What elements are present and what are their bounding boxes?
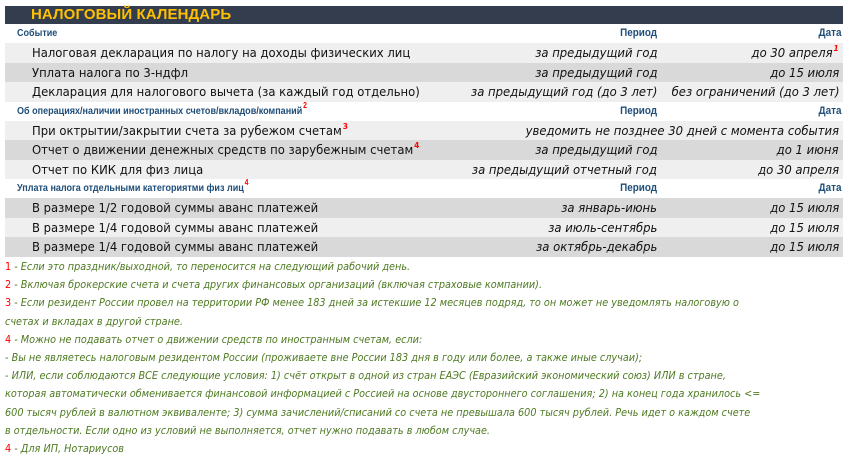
footnote-number: 1	[5, 260, 12, 273]
footnote-line	[5, 422, 744, 440]
footnote-number: 4	[5, 442, 12, 456]
footnote-marker: 3	[342, 121, 348, 131]
table-row	[5, 140, 843, 160]
event-cell	[32, 142, 419, 157]
footnote-text: - Если это праздник/выходной, то переносится на следующий рабочий день.	[11, 260, 411, 273]
column-header-date: Дата	[818, 27, 841, 39]
page-title: НАЛОГОВЫЙ КАЛЕНДАРЬ	[31, 6, 232, 23]
footnote-text: которая автоматически обменивается финансовой информацией с Россией на основе двустороннего соглашения; 2) на конец года хранилось <=	[5, 387, 761, 401]
date-cell: до 30 апреля	[757, 161, 839, 177]
date-text: до 30 апреля	[751, 45, 833, 60]
date-cell: до 15 июля	[769, 200, 839, 215]
column-header-event	[17, 100, 307, 117]
table-row	[5, 237, 843, 257]
footnote-line	[5, 331, 744, 349]
period-cell: за предыдущий год	[534, 45, 657, 60]
section-header-foreign-accounts	[5, 102, 843, 121]
date-cell: до 15 июля	[769, 239, 839, 254]
column-header-period: Период	[620, 27, 657, 39]
footnote-line	[5, 404, 751, 422]
section-header-special-categories	[5, 179, 843, 198]
column-header-date: Дата	[818, 104, 841, 117]
footnote-text: 600 тысяч рублей в валютном эквиваленте; 3) сумма зачислений/списаний со счета не превышала 600 тысяч рублей. Речь идет о каждом счете	[5, 405, 751, 419]
column-header-period: Период	[620, 104, 657, 117]
footnote-text: - Если резидент России провел на территории РФ менее 183 дней за истекшие 12 месяцев подряд, то он может не уведомлять налоговую о	[11, 296, 739, 310]
period-cell: за июль-сентябрь	[547, 219, 657, 235]
event-text: Отчет о движении денежных средств по зарубежным счетам	[32, 142, 414, 157]
footnote-number: 3	[5, 296, 12, 310]
date-cell: до 1 июня	[777, 142, 839, 157]
table-row	[5, 121, 843, 141]
event-cell: Декларация для налогового вычета (за каждый год отдельно)	[32, 84, 420, 99]
footnote-text: - Включая брокерские счета и счета других финансовых организаций (включая страховые компании).	[11, 278, 543, 292]
footnote-line	[5, 349, 744, 367]
title-bar	[5, 6, 843, 24]
footnote-marker: 2	[303, 100, 307, 110]
period-cell: за предыдущий отчетный год	[472, 161, 657, 177]
footnote-text: - Вы не являетесь налоговым резидентом России (проживаете вне России 183 дня в году или более, а также иные случаи);	[5, 351, 643, 365]
period-cell: за январь-июнь	[561, 200, 657, 215]
footnote-line	[5, 313, 744, 331]
footnote-marker: 1	[833, 44, 839, 53]
section-title: Об операциях/наличии иностранных счетов/вкладов/компаний	[17, 104, 303, 117]
column-header-event: Событие	[17, 27, 58, 39]
column-header-period: Период	[620, 182, 657, 194]
column-header-event	[17, 178, 249, 194]
footnote-marker: 4	[414, 141, 420, 150]
footnote-text: - Для ИП, Нотариусов	[11, 442, 125, 456]
period-cell: за предыдущий год (до 3 лет)	[470, 84, 657, 99]
footnote-line	[5, 367, 744, 385]
section-title: Уплата налога отдельными категориятми физ лиц	[17, 182, 244, 194]
date-cell	[752, 45, 839, 60]
footnote-line	[5, 385, 761, 403]
date-cell: без ограничений (до 3 лет)	[671, 84, 839, 99]
footnote-line	[5, 440, 744, 458]
date-cell: уведомить не позднее 30 дней с момента события	[525, 122, 839, 138]
table-row	[5, 198, 843, 218]
footnote-line	[5, 294, 744, 312]
period-cell: за предыдущий год	[534, 142, 657, 157]
section-header-events	[5, 24, 843, 43]
footnote-line	[5, 276, 744, 294]
date-cell: до 15 июля	[769, 219, 839, 235]
table-row	[5, 218, 843, 238]
column-header-date: Дата	[818, 182, 841, 194]
footnote-line	[5, 258, 744, 276]
footnotes	[5, 258, 845, 458]
table-row	[5, 43, 843, 63]
footnote-text: - ИЛИ, если соблюдаются ВСЕ следующие условия: 1) счёт открыт в одной из стран ЕАЭС (Евразийский экономический союз) ИЛИ в стране,	[5, 369, 726, 383]
table-row	[5, 63, 843, 83]
table-row	[5, 160, 843, 180]
footnote-number: 4	[5, 332, 12, 346]
event-cell	[32, 123, 348, 138]
table-row	[5, 82, 843, 102]
event-cell: В размере 1/4 годовой суммы аванс платежей	[32, 239, 319, 254]
footnote-number: 2	[5, 278, 12, 292]
period-cell: за октябрь-декабрь	[535, 239, 657, 254]
date-cell: до 15 июля	[769, 64, 839, 80]
event-cell: Отчет по КИК для физ лица	[32, 161, 204, 177]
footnote-text: в отдельности. Если одно из условий не выполняется, отчет нужно подавать в любом случае.	[5, 423, 491, 437]
period-cell: за предыдущий год	[534, 64, 657, 80]
footnote-marker: 4	[244, 178, 249, 187]
event-cell: Уплата налога по 3-ндфл	[32, 64, 189, 80]
event-text: При октрытии/закрытии счета за рубежом счетам	[32, 122, 342, 138]
tax-calendar	[5, 6, 843, 257]
footnote-text: - Можно не подавать отчет о движении средств по иностранным счетам, если:	[11, 332, 423, 346]
event-cell: В размере 1/4 годовой суммы аванс платежей	[32, 219, 319, 235]
event-cell: Налоговая декларация по налогу на доходы физических лиц	[32, 45, 411, 60]
footnote-text: счетах и вкладах в другой стране.	[5, 314, 183, 328]
event-cell: В размере 1/2 годовой суммы аванс платежей	[32, 200, 319, 215]
